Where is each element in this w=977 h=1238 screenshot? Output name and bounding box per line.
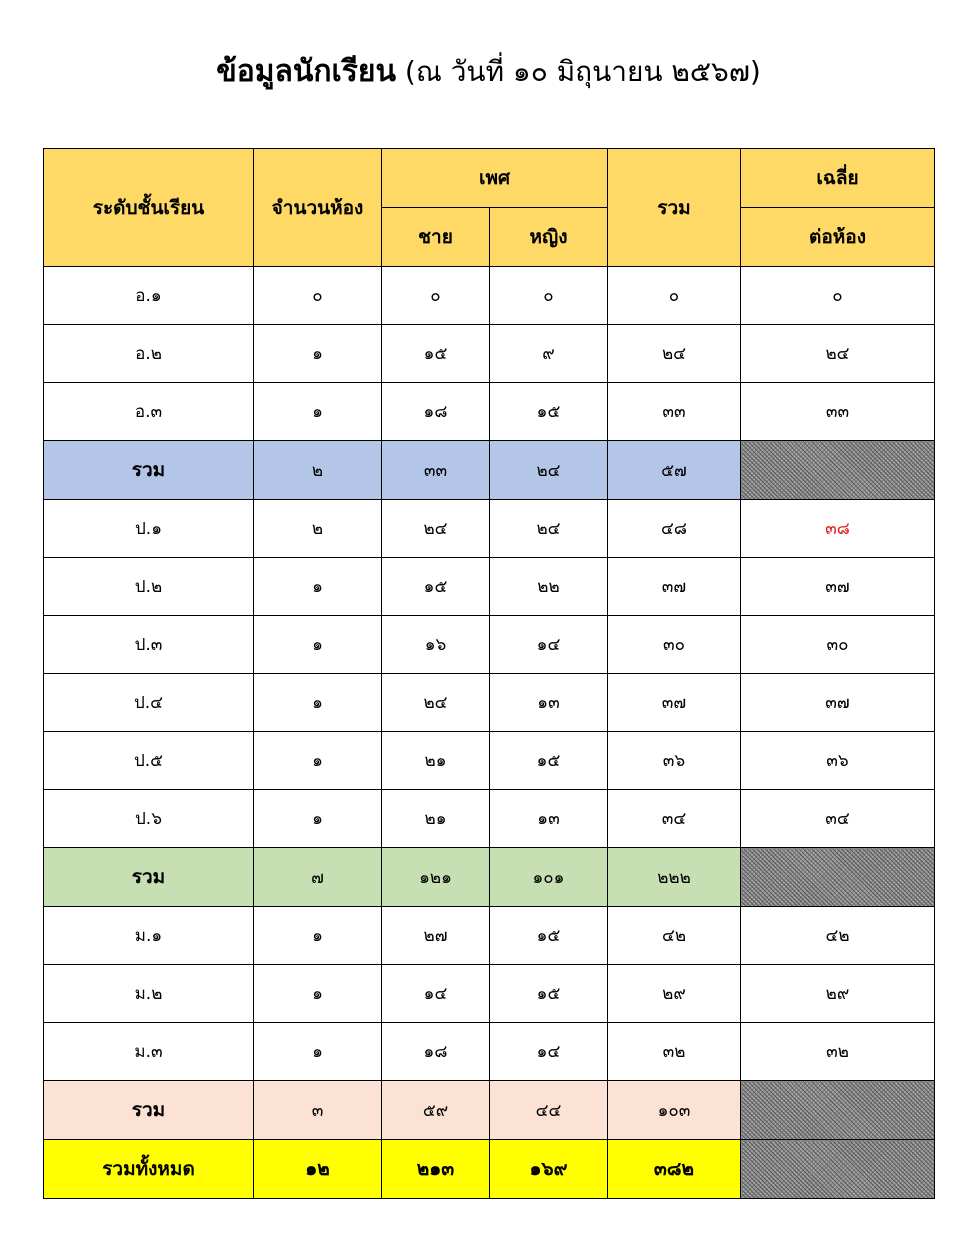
cell-male: ๑๘	[382, 1023, 490, 1081]
cell-female: ๒๔	[490, 500, 608, 558]
table-row	[44, 1023, 935, 1081]
cell-male: ๒๑	[382, 732, 490, 790]
table-row	[44, 616, 935, 674]
cell-sum-total: ๒๒๒	[608, 848, 741, 907]
cell-total: ๓๗	[608, 674, 741, 732]
header-female: หญิง	[490, 208, 608, 267]
cell-sum-total: ๕๗	[608, 441, 741, 500]
cell-level: ม.๑	[44, 907, 254, 965]
title-main: ข้อมูลนักเรียน	[216, 54, 396, 89]
cell-sum-label: รวม	[44, 848, 254, 907]
cell-male: ๑๖	[382, 616, 490, 674]
cell-total: ๔๘	[608, 500, 741, 558]
cell-female: ๑๕	[490, 383, 608, 441]
table-row	[44, 267, 935, 325]
cell-level: อ.๓	[44, 383, 254, 441]
table-row	[44, 325, 935, 383]
cell-rooms: ๑	[254, 732, 382, 790]
cell-level: ป.๒	[44, 558, 254, 616]
cell-female: ๐	[490, 267, 608, 325]
cell-rooms: ๑	[254, 1023, 382, 1081]
cell-sum-female: ๒๔	[490, 441, 608, 500]
cell-sum-male: ๑๒๑	[382, 848, 490, 907]
cell-total: ๓๒	[608, 1023, 741, 1081]
cell-avg: ๓๖	[741, 732, 935, 790]
student-table	[43, 148, 935, 1199]
cell-rooms: ๑	[254, 616, 382, 674]
cell-male: ๒๑	[382, 790, 490, 848]
cell-sum-label: รวม	[44, 1081, 254, 1140]
cell-avg: ๓๗	[741, 674, 935, 732]
cell-female: ๑๕	[490, 732, 608, 790]
cell-avg: ๓๗	[741, 558, 935, 616]
primary-sum-row	[44, 848, 935, 907]
cell-avg-highlight: ๓๘	[741, 500, 935, 558]
cell-rooms: ๒	[254, 500, 382, 558]
cell-sum-female: ๔๔	[490, 1081, 608, 1140]
cell-sum-rooms: ๗	[254, 848, 382, 907]
cell-female: ๑๓	[490, 674, 608, 732]
cell-level: ป.๖	[44, 790, 254, 848]
header-avg-line1: เฉลี่ย	[741, 149, 935, 208]
cell-total: ๓๗	[608, 558, 741, 616]
cell-level: อ.๑	[44, 267, 254, 325]
cell-rooms: ๑	[254, 383, 382, 441]
cell-male: ๒๔	[382, 674, 490, 732]
cell-level: ป.๕	[44, 732, 254, 790]
cell-female: ๑๔	[490, 1023, 608, 1081]
cell-sum-male: ๕๙	[382, 1081, 490, 1140]
table-row	[44, 965, 935, 1023]
header-level: ระดับชั้นเรียน	[44, 149, 254, 267]
cell-sum-male: ๓๓	[382, 441, 490, 500]
cell-female: ๑๔	[490, 616, 608, 674]
header-gender: เพศ	[382, 149, 608, 208]
table-row	[44, 732, 935, 790]
cell-avg: ๓๔	[741, 790, 935, 848]
cell-level: ม.๓	[44, 1023, 254, 1081]
secondary-sum-row	[44, 1081, 935, 1140]
cell-rooms: ๑	[254, 674, 382, 732]
cell-avg: ๓๓	[741, 383, 935, 441]
cell-sum-avg-blank	[741, 441, 935, 500]
cell-avg: ๓๐	[741, 616, 935, 674]
cell-sum-avg-blank	[741, 848, 935, 907]
cell-rooms: ๐	[254, 267, 382, 325]
cell-male: ๐	[382, 267, 490, 325]
kindergarten-sum-row	[44, 441, 935, 500]
cell-male: ๒๔	[382, 500, 490, 558]
header-total: รวม	[608, 149, 741, 267]
cell-female: ๑๕	[490, 965, 608, 1023]
cell-grand-female: ๑๖๙	[490, 1140, 608, 1199]
cell-total: ๓๐	[608, 616, 741, 674]
table-row	[44, 790, 935, 848]
cell-sum-rooms: ๒	[254, 441, 382, 500]
cell-total: ๒๔	[608, 325, 741, 383]
table-row	[44, 907, 935, 965]
cell-total: ๒๙	[608, 965, 741, 1023]
cell-male: ๑๕	[382, 558, 490, 616]
cell-total: ๓๓	[608, 383, 741, 441]
title-date: (ณ วันที่ ๑๐ มิถุนายน ๒๕๖๗)	[404, 55, 761, 88]
cell-total: ๓๔	[608, 790, 741, 848]
cell-total: ๐	[608, 267, 741, 325]
cell-female: ๑๓	[490, 790, 608, 848]
header-avg-line2: ต่อห้อง	[741, 208, 935, 267]
cell-rooms: ๑	[254, 907, 382, 965]
cell-sum-rooms: ๓	[254, 1081, 382, 1140]
cell-total: ๓๖	[608, 732, 741, 790]
cell-level: ป.๓	[44, 616, 254, 674]
header-rooms: จำนวนห้อง	[254, 149, 382, 267]
cell-female: ๒๒	[490, 558, 608, 616]
page-title	[0, 52, 977, 92]
cell-female: ๑๕	[490, 907, 608, 965]
header-row	[44, 149, 935, 208]
cell-grand-male: ๒๑๓	[382, 1140, 490, 1199]
cell-level: ม.๒	[44, 965, 254, 1023]
cell-grand-label: รวมทั้งหมด	[44, 1140, 254, 1199]
cell-rooms: ๑	[254, 790, 382, 848]
cell-male: ๑๘	[382, 383, 490, 441]
cell-level: ป.๑	[44, 500, 254, 558]
cell-avg: ๓๒	[741, 1023, 935, 1081]
header-male: ชาย	[382, 208, 490, 267]
cell-sum-avg-blank	[741, 1081, 935, 1140]
grand-total-row	[44, 1140, 935, 1199]
cell-male: ๑๕	[382, 325, 490, 383]
cell-female: ๙	[490, 325, 608, 383]
cell-avg: ๒๙	[741, 965, 935, 1023]
cell-level: อ.๒	[44, 325, 254, 383]
cell-rooms: ๑	[254, 965, 382, 1023]
cell-level: ป.๔	[44, 674, 254, 732]
cell-male: ๒๗	[382, 907, 490, 965]
cell-avg: ๐	[741, 267, 935, 325]
table-row	[44, 558, 935, 616]
cell-rooms: ๑	[254, 325, 382, 383]
cell-sum-female: ๑๐๑	[490, 848, 608, 907]
cell-grand-rooms: ๑๒	[254, 1140, 382, 1199]
cell-grand-avg-blank	[741, 1140, 935, 1199]
cell-sum-label: รวม	[44, 441, 254, 500]
cell-avg: ๔๒	[741, 907, 935, 965]
cell-avg: ๒๔	[741, 325, 935, 383]
cell-rooms: ๑	[254, 558, 382, 616]
table-row	[44, 383, 935, 441]
table-row	[44, 674, 935, 732]
cell-male: ๑๔	[382, 965, 490, 1023]
cell-total: ๔๒	[608, 907, 741, 965]
cell-sum-total: ๑๐๓	[608, 1081, 741, 1140]
cell-grand-total: ๓๘๒	[608, 1140, 741, 1199]
table-row	[44, 500, 935, 558]
